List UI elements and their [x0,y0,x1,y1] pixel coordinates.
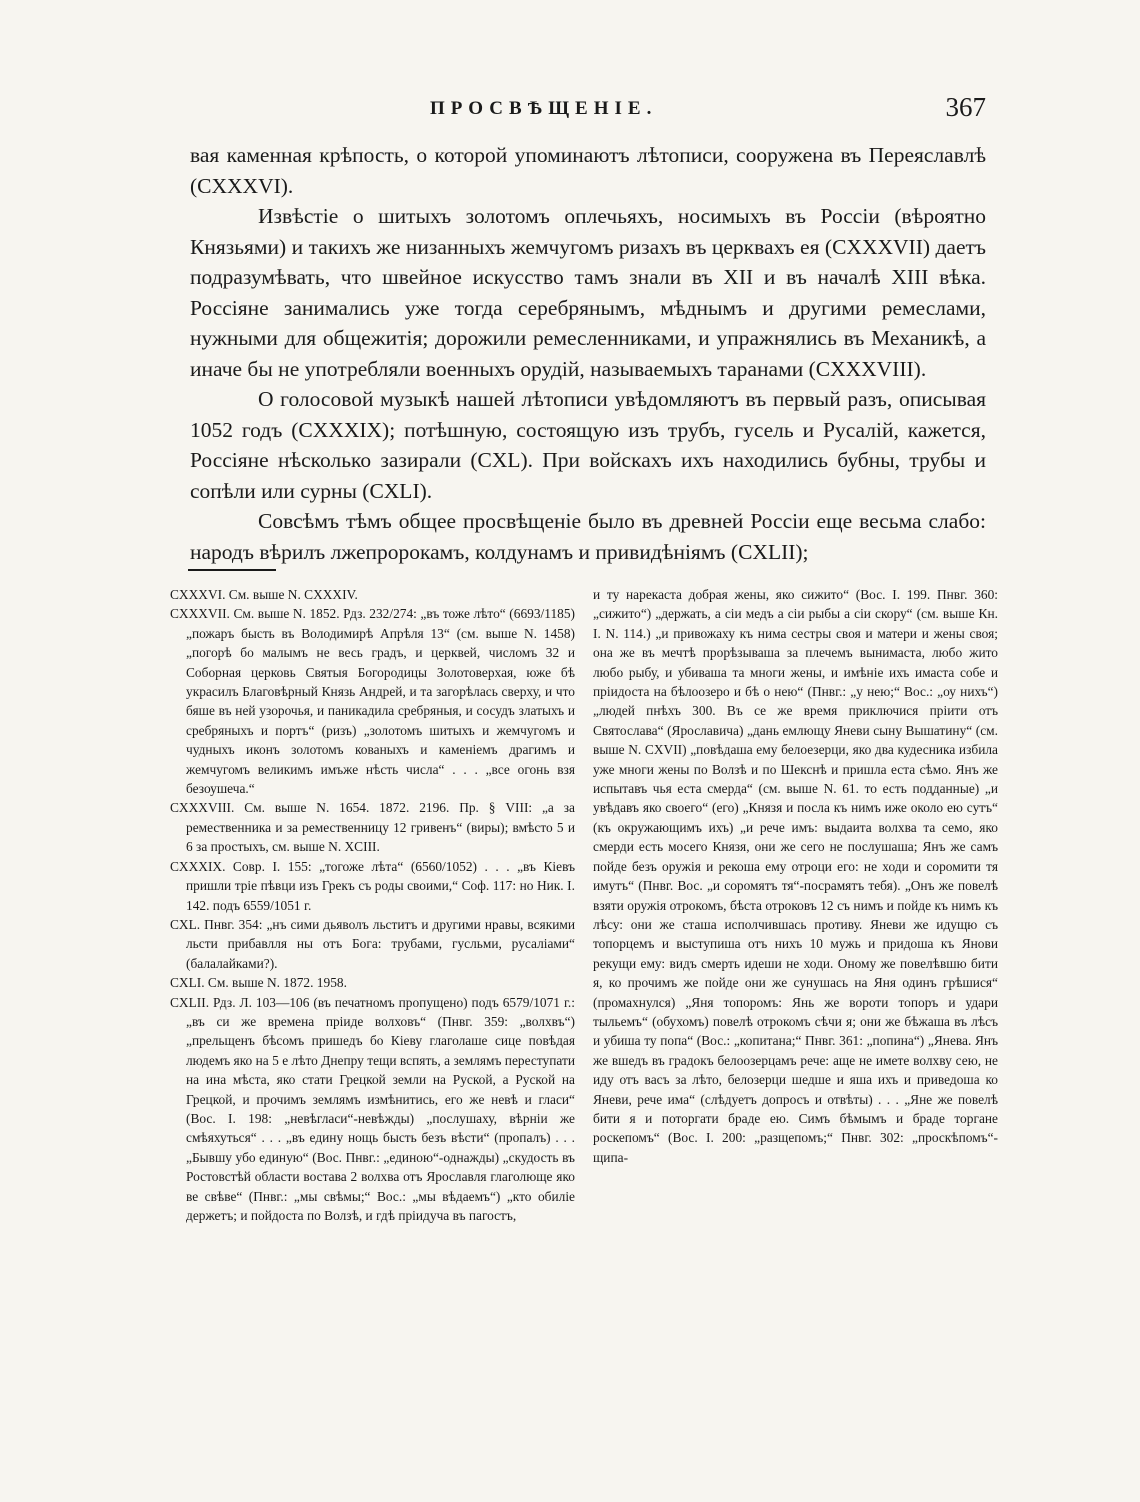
footnotes-right-column [593,585,998,1225]
footnote: CXXXIX. Совр. I. 155: „тогоже лѣта“ (6560/1052) . . . „въ Кіевъ пришли тріе пѣвци изъ Грекъ съ роды своими,“ Соф. 117: но Ник. I. 142. подъ 6559/1051 г. [170,858,575,913]
footnote: CXXXVII. См. выше N. 1852. Рдз. 232/274: „въ тоже лѣто“ (6693/1185) „пожаръ бысть въ Володимирѣ Апрѣля 13“ (см. выше N. 1458) „погорѣ бо малымъ не весь градъ, и церквей, числомъ 32 и Соборная церковь Святыя Богородицы Золотоверхая, юже бѣ украсилъ Благовѣрный Князь Андрей, и та загорѣлась сверху, и что бяше въ ней узорочья, и паникадила сребряныя, и сосудъ златыхъ и сребряныхъ и портъ“ (ризъ) „золотомъ шитыхъ и жемчугомъ и чудныхъ иконъ золотомъ кованыхъ и каменіемъ драгимъ и жемчугомъ великимъ имъже нѣсть числа“ . . . „все огонь взя безоушеча.“ [170,606,575,797]
footnote-divider [188,569,276,571]
paragraph: Совсѣмъ тѣмъ общее просвѣщеніе было въ древней Россіи еще весьма слабо: народъ вѣрилъ лжепророкамъ, колдунамъ и привидѣніямъ (CXLII); [190,509,986,564]
footnotes [170,585,998,1225]
page-header [190,92,986,130]
main-text [190,140,986,567]
paragraph: Извѣстіе о шитыхъ золотомъ оплечьяхъ, носимыхъ въ Россіи (вѣроятно Князьями) и такихъ же низанныхъ жемчугомъ ризахъ въ церквахъ ея (CXXXVII) даетъ подразумѣвать, что швейное искусство тамъ знали въ XII и въ началѣ XIII вѣка. Россіяне занимались уже тогда серебрянымъ, мѣднымъ и другими ремеслами, нужными для общежитія; дорожили ремесленниками, и упражнялись въ Механикѣ, а иначе бы не употребляли военныхъ орудій, называемыхъ таранами (CXXXVIII). [190,204,986,381]
running-title: ПРОСВѢЩЕНІЕ. [430,98,658,119]
paragraph: вая каменная крѣпость, о которой упоминаютъ лѣтописи, сооружена въ Переяславлѣ (CXXXVI). [190,143,986,198]
footnote-continuation: и ту нарекаста добрая жены, яко сижито“ (Вос. I. 199. Пнвг. 360: „сижито“) „держать, а сіи медъ а сіи рыбы а сіи скору“ (см. выше Кн. I. N. 114.) „и привожаху къ нима сестры своя и матери и жены своя; она же въ мечтѣ прорѣзываша за плечемъ вынимаста, любо жито любо рыбу, и убиваша та многи жены, и имѣніе ихъ имаста собе и пріидоста на бѣлоозеро и бѣ о нею“ (Пнвг.: „у нею;“ Вос.: „оу нихъ“) „людей пнѣхъ 300. Въ се же время приключися пріити отъ Святослава“ (Ярославича) „дань емлющу Яневи сыну Вышатину“ (см. выше N. CXVII) „повѣдаша ему белоезерци, яко два кудесника избила уже многи жены по Волзѣ и по Шекснѣ и пришла еста сѣмо. Янъ же испытавъ чья еста смерда“ (см. выше N. 61. то есть подданные) „и увѣдавъ яко своего“ (его) „Князя и посла къ нимъ иже около ею сутъ“ (къ окружающимъ ихъ) „и рече имъ: выдаита волхва та семо, яко смерди есть мосего Князя, они же сего не послушаша; Янъ же самъ пойде безъ оружія и рекоша ему отроци его: не ходи и соромити тя имутъ“ (Пнвг. Вос. „и соромятъ тя“-посрамятъ тебя). „Онъ же повелѣ взяти оружія отрокомъ, бѣста отроковъ 12 съ нимъ и пойде къ нимъ къ лѣсу: они же сташа исполчившась противу. Яневи же идущю съ топорцемъ и выступиша отъ нихъ 10 мужь и придоша къ Янови рекущи ему: видъ смерть идеши не ходи. Оному же повелѣвшю бити я, ко прочимъ же пойде они же сунушась на Яня одинъ грѣшися“ (промахнулся) „Яня топоромъ: Янь же вороти топоръ и удари тыльемъ“ (обухомъ) повелѣ отрокомъ сѣчи я; они же бѣжаша въ лѣсъ и убиша ту попа“ (Вос.: „копитана;“ Пнвг. 361: „попина“) „Янева. Янъ же вшедъ въ градокъ белоозерцамъ рече: аще не имете волхву сею, не иду отъ васъ за лѣто, белозерци шедше и яша ихъ и приведоша ко Яневи, рече има“ (слѣдуетъ допросъ и отвѣты) . . . „Яне же повелѣ бити я и поторгати браде ею. Симъ бѣмымъ и браде торгане роскепомъ“ (Вос. I. 200: „разщепомъ;“ Пнвг. 302: „проскѣпомъ“-щипа- [593,587,998,1165]
footnote: CXXXVIII. См. выше N. 1654. 1872. 2196. Пр. § VIII: „а за ремественника и за ремественницу 12 гривенъ“ (виры); вмѣсто 5 и 6 за простыхъ, см. выше N. XCIII. [170,800,575,855]
paragraph: О голосовой музыкѣ нашей лѣтописи увѣдомляютъ въ первый разъ, описывая 1052 годъ (CXXXIX); потѣшную, состоящую изъ трубъ, гусель и Русалій, кажется, Россіяне нѣсколько зазирали (CXL). При войскахъ ихъ находились бубны, трубы и сопѣли или сурны (CXLI). [190,387,986,503]
footnote: CXL. Пнвг. 354: „нъ сими дьяволъ льститъ и другими нравы, всякими льсти прибавлля ны отъ Бога: трубами, гусльми, русаліами“ (балалайками?). [170,916,575,971]
footnotes-left-column [170,585,575,1225]
page-number: 367 [945,92,986,122]
footnote: CXXXVI. См. выше N. CXXXIV. [170,587,358,602]
footnote: CXLII. Рдз. Л. 103—106 (въ печатномъ пропущено) подъ 6579/1071 г.: „въ си же времена пріиде волховъ“ (Пнвг. 359: „волхвъ“) „прельщенъ бѣсомъ пришедъ бо Кіеву глаголаше сице повѣдая людемъ яко на 5 е лѣто Днепру тещи вспять, а землямъ переступати на ина мѣста, яко стати Грецкой земли на Руской, а Руской на Грецкой, и прочимъ землямъ измѣнитись, его же невѣ и гласи“ (Вос. I. 198: „невѣгласи“-невѣжды) „послушаху, вѣрніи же смѣяхуться“ . . . „въ едину нощь бысть безъ вѣсти“ (пропалъ) . . . „Бывшу убо единую“ (Вос. Пнвг.: „единою“-однажды) „скудость въ Ростовстѣй области востава 2 волхва отъ Ярославля глаголюще яко ве свѣве“ (Пнвг.: „мы свѣмы;“ Вос.: „мы вѣдаемъ“) „кто обиліе держетъ; и пойдоста по Волзѣ, и гдѣ пріидуча въ пагостъ, [170,994,575,1223]
footnote: CXLI. См. выше N. 1872. 1958. [170,975,347,991]
